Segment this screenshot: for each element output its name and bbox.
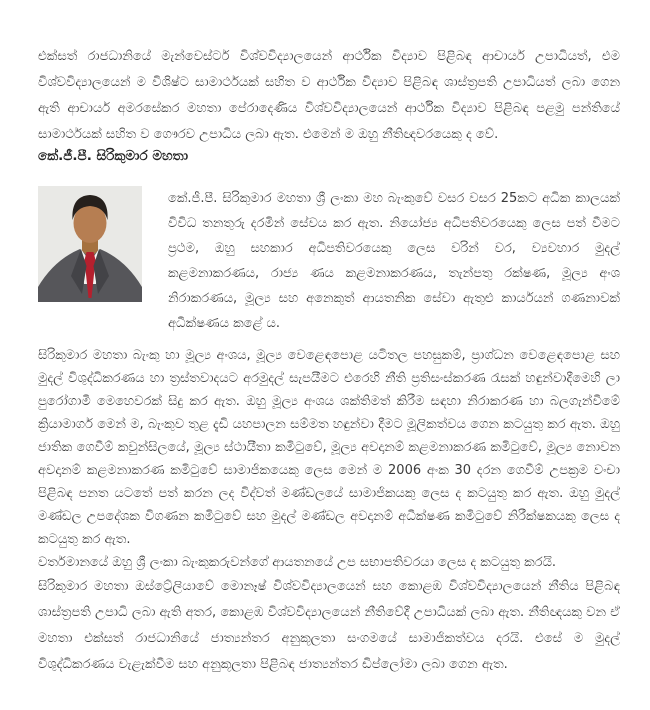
portrait-photo-illustration	[38, 186, 142, 302]
career-paragraph: සිරිකුමාර මහතා බැංකු හා මූල්‍ය අංශය, මූල්‍ය වෙළෙඳපොළ යටිතල පහසුකම්, ප්‍රාග්ධන වෙළෙඳපොළ සහ මුදල් විශුද්ධිකරණය හා ත්‍රස්තවාදයට අරමුදල් සැපයීමට එරෙහි නීති ප්‍රතිසංස්කරණ රැසක් හඳුන්වාදීමෙහි ලා පුරෝගාමී මෙහෙවරක් සිදු කර ඇත. ඔහු මූල්‍ය අංශය ශක්තිමත් කිරීම සඳහා නිරාකරණ හා බලගැන්වීමේ ක්‍රියාමාර්ග මෙන් ම, බැංකුව තුළ දැඩි යහපාලන සම්මත හඳුන්වා දීමට මූලිකත්වය ගෙන කටයුතු කර ඇත. ඔහු ජාතික ගෙවීම් කවුන්සිලයේ, මූල්‍ය ස්ථායීතා කමිටුවේ, මූල්‍ය අවදානම් කළමනාකරණ කමිටුවේ, මූල්‍ය නොවන අවදානම් කළමනාකරණ කමිටුවේ සාමාජිකයෙකු ලෙස මෙන් ම 2006 අංක 30 දරන ගෙවීම් උපක්‍රම වංචා පිළිබඳ පනත යටතේ පත් කරන ලද විද්වත් මණ්ඩලයේ සාමාජිකයකු ලෙස ද කටයුතු කර ඇත. ඔහු මුදල් මණ්ඩල උපදේශක විගණන කමිටුවේ සහ මුදල් මණ්ඩල අවදානම් අධීක්ෂණ කමිටුවේ නිරීක්ෂකයකු ලෙස ද කටයුතු කර ඇත.	[38, 348, 620, 547]
current-role-paragraph: වර්තමානයේ ඔහු ශ්‍රී ලංකා බැංකුකරුවන්ගේ ආයතනයේ උප සභාපතිවරයා ලෙස ද කටයුතු කරයි.	[38, 555, 557, 570]
education-paragraph: සිරිකුමාර මහතා ඔස්ට්‍රේලියාවේ මොනෑෂ් විශ්වවිද්‍යාලයෙන් සහ කොළඹ විශ්වවිද්‍යාලයෙන් නීතිය පිළිබඳ ශාස්ත්‍රපති උපාධි ලබා ඇති අතර, කොළඹ විශ්වවිද්‍යාලයෙන් නීතිවේදී උපාධියක් ලබා ඇත. නීතිඥයකු වන ඒ මහතා එක්සත් රාජධානියේ ජාත්‍යන්තර අනුකූලතා සංගමයේ සාමාජිකත්වය දරයි. එසේ ම මුදල් විශුද්ධිකරණය වැළැක්වීම සහ අනුකූලතා පිළිබඳ ජාත්‍යන්තර ඩිප්ලෝමා ලබා ගෙන ඇත.	[38, 579, 620, 672]
profile-section	[38, 186, 620, 336]
profile-photo	[38, 186, 142, 302]
profile-heading: කේ.ජී.පී. සිරිකුමාර මහතා	[38, 148, 189, 164]
bio-paragraph: කේ.ජී.පී. සිරිකුමාර මහතා ශ්‍රී ලංකා මහ බැංකුවේ වසර වසර 25කට අධික කාලයක් විවිධ තනතුරු දරමින් සේවය කර ඇත. නියෝජ්‍ය අධිපතිවරයෙකු ලෙස පත් වීමට ප්‍රථම, ඔහු සහකාර අධිපතිවරයෙකු ලෙස වරින් වර, ව්‍යවහාර මුදල් කළමනාකරණය, රාජ්‍ය ණය කළමනාකරණය, තැන්පතු රක්ෂණ, මූල්‍ය අංශ නිරාකරණය, මූල්‍ය සහ අනෙකුත් ආයතනික සේවා ඇතුළු කාර්යයන් ගණනාවක් අධීක්ෂණය කළේ ය.	[168, 191, 620, 331]
intro-paragraph: එක්සත් රාජධානියේ මැන්වෙස්ටර් විශ්වවිද්‍යාලයෙන් ආර්ථික විද්‍යාව පිළිබඳ ආචාර්ය උපාධියත්, එම විශ්වවිද්‍යාලයෙන් ම විශිෂ්ට සාමාර්ථයක් සහිත ව ආර්ථික විද්‍යාව පිළිබඳ ශාස්ත්‍රපති උපාධියත් ලබා ගෙන ඇති ආචාර්ය අමරසේකර මහතා පේරාදෙණිය විශ්වවිද්‍යාලයෙන් ආර්ථික විද්‍යාව පිළිබඳ පළමු පන්තියේ සාමාර්ථයක් සහිත ව ගෞරව උපාධිය ලබා ඇත. එමෙන් ම ඔහු නීතිඥවරයෙකු ද වේ.	[38, 49, 620, 142]
